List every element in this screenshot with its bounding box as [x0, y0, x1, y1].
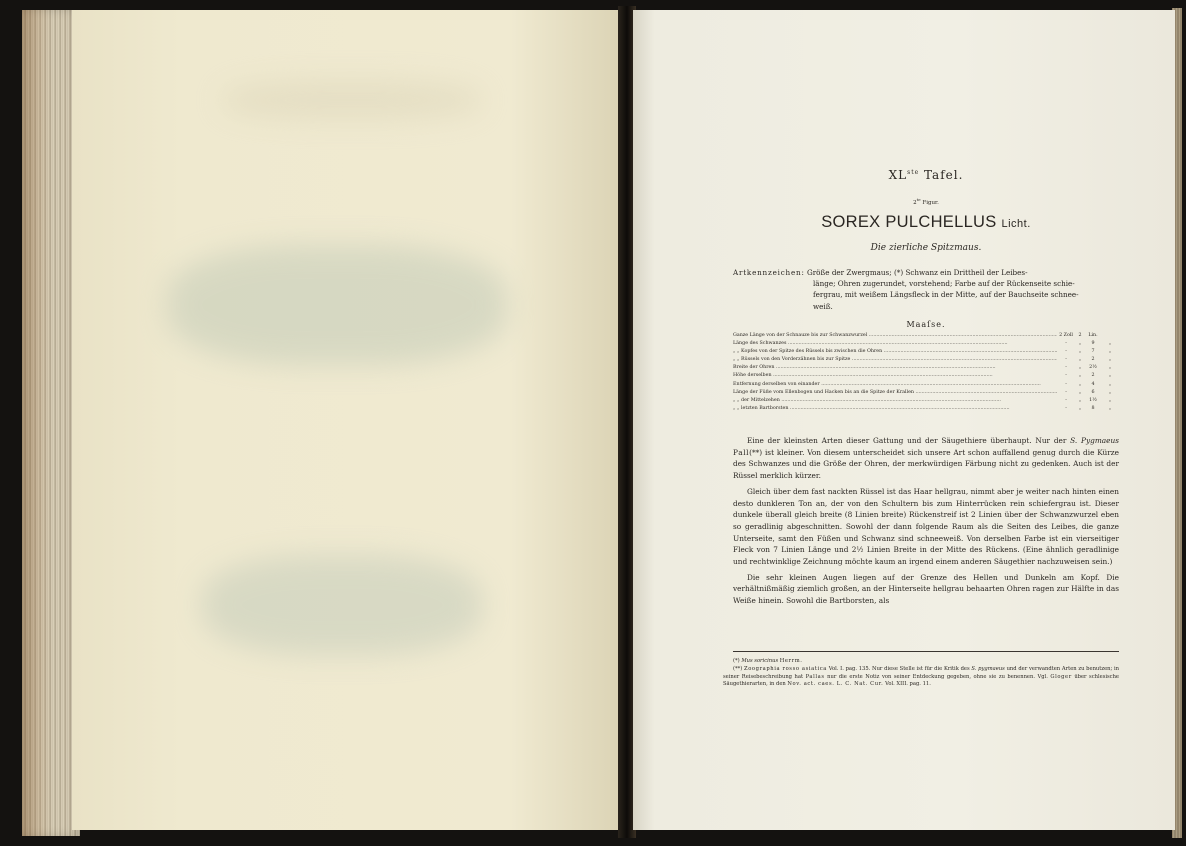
- measure-row: [733, 389, 1119, 397]
- left-page-blank: [72, 10, 618, 830]
- measure-value: [1057, 397, 1119, 405]
- measure-cell: „: [1078, 341, 1082, 347]
- measure-cell: -: [1065, 373, 1067, 379]
- measure-cell: [1101, 332, 1119, 340]
- diagnosis-line: Größe der Zwergmaus; (*) Schwanz ein Drittheil der Leibes-: [804, 268, 1028, 277]
- figure-sup: te: [916, 197, 921, 202]
- footnote-text: und der verwandten Arten zu benutzen; in seiner Reisebeschreibung hat: [723, 665, 1119, 680]
- measure-value: [1057, 356, 1119, 364]
- footnote-1: [723, 658, 1119, 666]
- footnote-text: nur die erste Notiz von seiner Entdeckung gegeben, ohne sie zu benennen. Vgl.: [824, 673, 1051, 680]
- figure-tail: Figur.: [920, 199, 939, 206]
- footnote-author: Pallas: [805, 673, 825, 680]
- measure-row: [733, 381, 1119, 389]
- measure-value: [1057, 405, 1119, 413]
- measure-label: „ „ der Mittelzehen .....: [733, 397, 1057, 405]
- footnote-text: über schlesische Säugethierarten, in den: [723, 673, 1119, 688]
- measure-cell: 2: [1091, 357, 1095, 363]
- measure-cell: „: [1078, 357, 1082, 363]
- plate-title-tail: Tafel.: [919, 168, 964, 182]
- measure-cell: 2: [1078, 333, 1082, 338]
- measure-row: [733, 332, 1119, 340]
- measure-row: [733, 397, 1119, 405]
- plate-title: [733, 168, 1119, 182]
- right-page: [633, 10, 1175, 830]
- measure-label: Ganze Länge von der Schnauze bis zur Schwanzwurzel .....: [733, 332, 1057, 340]
- measure-cell: Lin.: [1088, 333, 1098, 338]
- measure-cell: 9: [1091, 341, 1095, 347]
- measure-row: [733, 356, 1119, 364]
- measure-label: „ „ letzten Bartborsten .....: [733, 405, 1057, 413]
- footnote-italic: Mus soricinus: [741, 658, 779, 664]
- measure-cell: 7: [1091, 349, 1095, 355]
- measure-cell: -: [1065, 389, 1067, 395]
- paragraph-3: Die sehr kleinen Augen liegen auf der Grenze des Hellen und Dunkeln am Kopf. Die verhältnißmäßig ziemlich großen, an der Hinterseite hellgrau behaarten Ohren ragen zur Hälfte in das Weiße hinein. Sowohl die Bartborsten, als: [733, 572, 1119, 606]
- measure-cell: „: [1078, 373, 1082, 379]
- common-name: Die zierliche Spitzmaus.: [870, 243, 982, 253]
- measure-label: „ „ Kopfes von der Spitze des Rüssels bis zwischen die Ohren .....: [733, 348, 1057, 356]
- measure-cell: -: [1065, 365, 1067, 371]
- measure-value: [1057, 389, 1119, 397]
- plate-title-sup: ste: [907, 169, 920, 176]
- measure-row: [733, 364, 1119, 372]
- measure-cell: 2½: [1089, 365, 1097, 371]
- measure-value: [1057, 372, 1119, 380]
- diagnosis-line: länge; Ohren zugerundet, vorstehend; Farbe auf der Rückenseite schie-: [813, 279, 1075, 289]
- footnote-author: Gloger: [1050, 673, 1072, 680]
- p1-italic-species: S. Pygmaeus: [1070, 436, 1119, 445]
- measure-value: [1057, 340, 1119, 348]
- measure-cell: „: [1108, 341, 1112, 347]
- measure-cell: „: [1078, 397, 1082, 403]
- measure-cell: „: [1108, 365, 1112, 371]
- measure-cell: 1½: [1089, 397, 1097, 403]
- measure-value: [1057, 348, 1119, 356]
- measure-cell: „: [1108, 357, 1112, 363]
- measure-cell: „: [1078, 365, 1082, 371]
- measure-cell: „: [1078, 349, 1082, 355]
- measure-cell: „: [1108, 397, 1112, 403]
- measure-cell: „: [1108, 373, 1112, 379]
- measures-title: Maaſse.: [906, 320, 946, 329]
- measure-label: Breite der Ohren .....: [733, 364, 1057, 372]
- measure-cell: „: [1078, 405, 1082, 411]
- measure-row: [733, 340, 1119, 348]
- measure-cell: „: [1078, 389, 1082, 395]
- footnote-text: Vol. XIII. pag. 11.: [883, 681, 931, 688]
- footnote-mark: (**): [733, 665, 743, 672]
- diagnosis-lead: Artkennzeichen:: [733, 268, 805, 277]
- measure-cell: 2 Zoll: [1059, 333, 1073, 338]
- measure-cell: 6: [1091, 389, 1095, 395]
- p1-text-b: (**) ist kleiner. Von diesem unterscheidet sich unsere Art schon auffallend genug durch die Kürze des Schwanzes und die Größe der Ohren, der merkwürdigen Färbung nicht zu gedenken. Auch ist der Rüssel merklich kürzer.: [733, 447, 1119, 481]
- footnote-journal: Nov. act. caes. L. C. Nat. Cur.: [787, 681, 884, 688]
- figure-label: [733, 197, 1119, 206]
- footnote-text: Vol. I. pag. 135. Nur diese Stelle ist für die Kritik des: [826, 665, 972, 672]
- measure-cell: -: [1065, 381, 1067, 387]
- measure-cell: 2: [1091, 373, 1095, 379]
- measure-label: Höhe derselben .....: [733, 372, 1057, 380]
- measure-value: [1057, 381, 1119, 389]
- measure-cell: „: [1108, 389, 1112, 395]
- footnote-mark: (*): [733, 658, 740, 664]
- species-name: SOREX PULCHELLUS: [821, 213, 997, 231]
- footnotes: [723, 658, 1119, 689]
- measure-label: Länge der Füße vom Ellenbogen und Hacken bis an die Spitze der Krallen .....: [733, 389, 1057, 397]
- bleed-through-stain: [167, 245, 507, 365]
- measure-row: [733, 405, 1119, 413]
- footnote-rule: [733, 651, 1119, 652]
- measure-cell: -: [1065, 405, 1067, 411]
- bleed-through-stain: [202, 555, 482, 655]
- measure-cell: 8: [1091, 405, 1095, 411]
- paragraph-2: Gleich über dem fast nackten Rüssel ist das Haar hellgrau, nimmt aber je weiter nach hinten einen desto dunkleren Ton an, der von den Schultern bis zum Hinterrücken rein schiefergrau ist. Dieser dunkele überall gleich breite (8 Linien breite) Rückenstreif ist 2 Linien über der Schwanzwurzel eben so geradlinig abgeschnitten. Sowohl der dann folgende Raum als die Seiten des Leibes, die ganze Unterseite, samt den Füßen und Schwanz sind schneeweiß. Von derselben Farbe ist ein vierseitiger Fleck von 7 Linien Länge und 2½ Linien Breite in der Mitte des Rückens. (Eine ähnlich geradlinige und rechtwinklige Zeichnung möchte kaum an irgend einem anderen Säugethier nachzuweisen sein.): [733, 486, 1119, 567]
- plate-title-main: XL: [888, 168, 908, 182]
- diagnosis-line: weiß.: [813, 301, 833, 311]
- measure-cell: -: [1065, 397, 1067, 403]
- measure-row: [733, 348, 1119, 356]
- diagnosis: [733, 267, 1119, 312]
- footnote-work-title: Zoographia rosso asiatica: [744, 665, 827, 672]
- measure-value: [1057, 364, 1119, 372]
- measure-cell: „: [1108, 349, 1112, 355]
- species-heading: [733, 213, 1119, 232]
- measures-table: [733, 332, 1119, 413]
- p1-author: Pall: [733, 447, 750, 457]
- measure-cell: „: [1078, 381, 1082, 387]
- measure-label: „ „ Rüssels von den Vorderzähnen bis zur Spitze .....: [733, 356, 1057, 364]
- measure-cell: -: [1065, 357, 1067, 363]
- footnote-italic: S. pygmaeus: [971, 665, 1005, 672]
- measure-value: [1057, 332, 1119, 340]
- measure-label: Länge des Schwanzes .....: [733, 340, 1057, 348]
- footnote-author: Herrm.: [779, 658, 803, 664]
- paragraph-1: [733, 435, 1119, 482]
- measure-row: [733, 372, 1119, 380]
- footnote-2: [723, 666, 1119, 689]
- species-author: Licht.: [1001, 218, 1031, 230]
- measure-cell: 4: [1091, 381, 1095, 387]
- diagnosis-line: fergrau, mit weißem Längsfleck in der Mitte, auf der Bauchseite schnee-: [813, 290, 1079, 300]
- measure-cell: -: [1065, 341, 1067, 347]
- bleed-through-stain: [222, 80, 482, 120]
- figure-number: 2: [913, 199, 917, 206]
- measure-cell: „: [1108, 381, 1112, 387]
- measure-label: Entfernung derselben von einander .....: [733, 381, 1057, 389]
- p1-text-a: Eine der kleinsten Arten dieser Gattung und der Säugethiere überhaupt. Nur der: [747, 436, 1071, 445]
- body-text: [733, 435, 1119, 611]
- measure-cell: -: [1065, 349, 1067, 355]
- measure-cell: „: [1108, 405, 1112, 411]
